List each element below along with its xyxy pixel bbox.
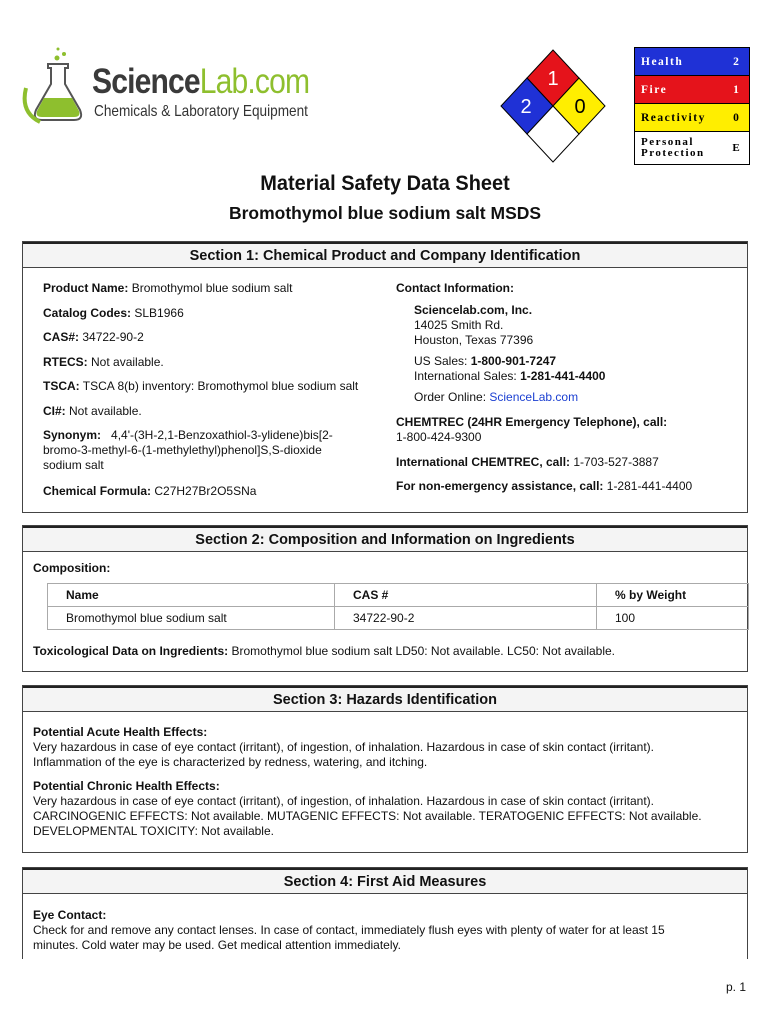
order-online: Order Online: ScienceLab.com	[414, 390, 579, 404]
synonym: Synonym: 4,4'-(3H-2,1-Benzoxathiol-3-ylidene)bis[2- bromo-3-methyl-6-(1-methylethyl)phenol]S,S-dioxide sodium salt	[43, 428, 333, 472]
chemical-formula: Chemical Formula: C27H27Br2O5SNa	[43, 484, 257, 498]
table-cell: 34722-90-2	[335, 607, 597, 630]
page-number: p. 1	[725, 980, 746, 994]
nfpa-health-value: 2	[520, 96, 532, 118]
composition-table	[47, 583, 749, 630]
company-address: Sciencelab.com, Inc. 14025 Smith Rd. Houston, Texas 77396	[414, 303, 534, 347]
column-header: CAS #	[335, 584, 597, 607]
ci-number: CI#: Not available.	[43, 404, 142, 418]
table-cell: Bromothymol blue sodium salt	[48, 607, 335, 630]
hmis-rating-table	[634, 47, 750, 165]
contact-info-label: Contact Information:	[396, 281, 514, 295]
hmis-fire-row: Fire 1	[635, 76, 749, 104]
logo-brand: ScienceLab.com	[92, 62, 310, 101]
section-2	[22, 525, 748, 672]
composition-label: Composition:	[33, 561, 111, 575]
column-header: % by Weight	[597, 584, 749, 607]
nfpa-fire-value: 1	[547, 68, 559, 90]
nfpa-diamond	[500, 48, 606, 164]
chemtrec: CHEMTREC (24HR Emergency Telephone), call: 1-800-424-9300	[396, 415, 668, 444]
table-cell: 100	[597, 607, 749, 630]
rtecs: RTECS: Not available.	[43, 355, 164, 369]
nfpa-reactivity-value: 0	[574, 96, 586, 118]
hmis-health-row: Health 2	[635, 48, 749, 76]
acute-health-effects: Potential Acute Health Effects: Very hazardous in case of eye contact (irritant), of ingestion, of inhalation. Hazardous in case of skin contact (irritant). Inflammation of the eye is characterized by redness, watering, and itching.	[33, 725, 654, 769]
table-row	[48, 607, 749, 630]
hmis-protection-row: Personal Protection E	[635, 132, 749, 164]
section-4-heading: Section 4: First Aid Measures	[23, 868, 747, 894]
sciencelab-link[interactable]: ScienceLab.com	[489, 390, 579, 404]
section-2-heading: Section 2: Composition and Information on Ingredients	[23, 526, 747, 552]
tsca: TSCA: TSCA 8(b) inventory: Bromothymol blue sodium salt	[43, 379, 359, 393]
catalog-codes: Catalog Codes: SLB1966	[43, 306, 184, 320]
flask-icon	[25, 48, 82, 123]
sales-phones: US Sales: 1-800-901-7247 International Sales: 1-281-441-4400	[414, 354, 606, 383]
section-3-heading: Section 3: Hazards Identification	[23, 686, 747, 712]
column-header: Name	[48, 584, 335, 607]
table-header-row	[48, 584, 749, 607]
intl-chemtrec: International CHEMTREC, call: 1-703-527-3887	[396, 455, 659, 469]
eye-contact: Eye Contact: Check for and remove any contact lenses. In case of contact, immediately flush eyes with plenty of water for at least 15 minutes. Cold water may be used. Get medical attention immediately.	[33, 908, 665, 952]
product-name: Product Name: Bromothymol blue sodium salt	[43, 281, 293, 295]
document-subtitle: Bromothymol blue sodium salt MSDS	[228, 203, 542, 223]
section-1-heading: Section 1: Chemical Product and Company Identification	[23, 242, 747, 268]
hmis-reactivity-row: Reactivity 0	[635, 104, 749, 132]
document-title: Material Safety Data Sheet	[260, 172, 510, 195]
chronic-health-effects: Potential Chronic Health Effects: Very hazardous in case of eye contact (irritant), of ingestion, of inhalation. Hazardous in case of skin contact (irritant). CARCINOGENIC EFFECTS: Not available. MUTAGENIC EFFECTS: Not available. TERATOGENIC EFFECTS: Not available. DEVELOPMENTAL TOXICITY: Not available.	[33, 779, 702, 838]
toxicological-data: Toxicological Data on Ingredients: Bromothymol blue sodium salt LD50: Not available. LC50: Not available.	[33, 644, 616, 658]
section-4	[22, 867, 748, 959]
section-1	[22, 241, 748, 513]
logo-tagline: Chemicals & Laboratory Equipment	[94, 103, 308, 120]
non-emergency: For non-emergency assistance, call: 1-281-441-4400	[396, 479, 693, 493]
section-3	[22, 685, 748, 853]
cas-number: CAS#: 34722-90-2	[43, 330, 144, 344]
